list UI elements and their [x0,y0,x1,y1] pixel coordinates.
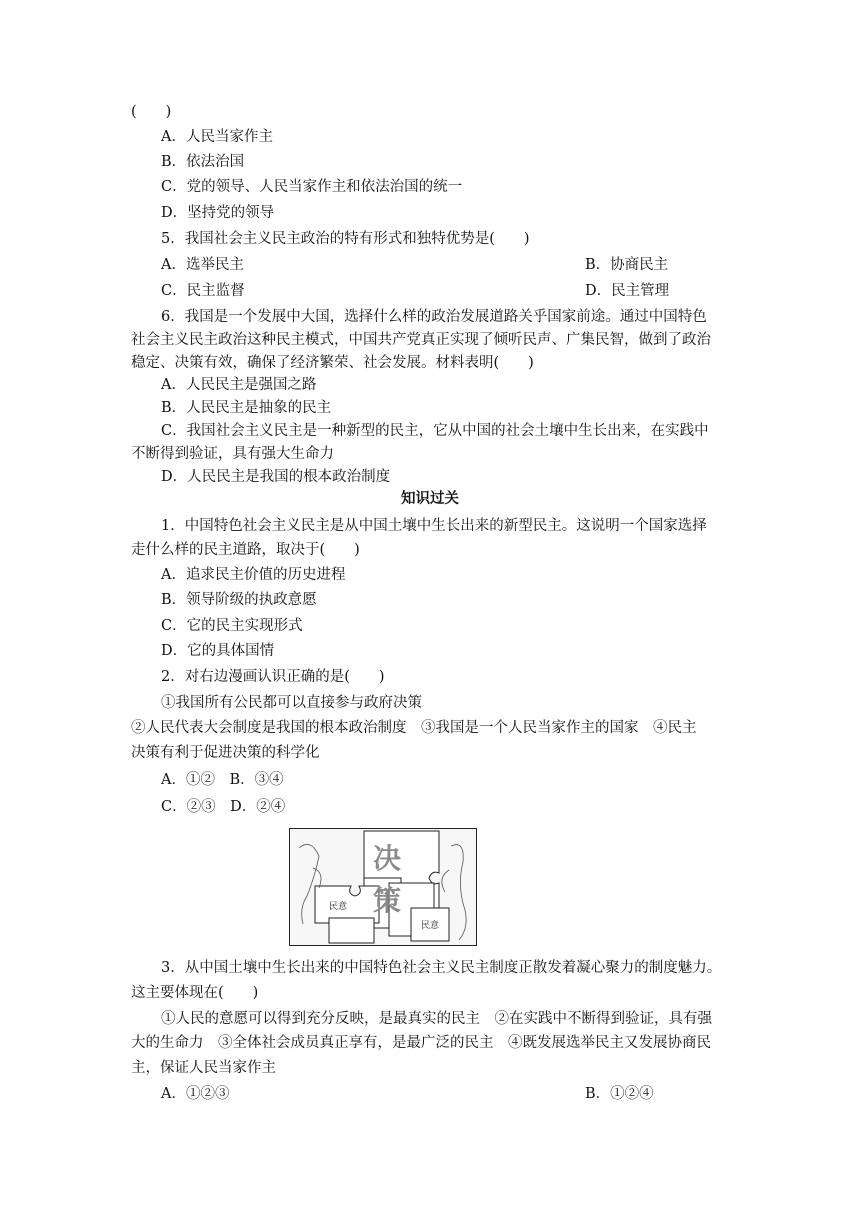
k2-options-ab: A．①② B．③④ [161,772,284,788]
answer-paren: ( ) [131,104,172,120]
section-title: 知识过关 [401,490,459,507]
k1-option-b: B．领导阶级的执政意愿 [161,592,317,608]
cartoon-text-jue: 决 [373,842,402,875]
k2-statement-1: ①我国所有公民都可以直接参与政府决策 [161,695,422,711]
k1-stem-line-2: 走什么样的民主道路，取决于( ) [131,542,360,558]
k1-option-d: D．它的具体国情 [161,643,275,659]
k3-option-a: A．①②③ [161,1086,230,1102]
q5-option-b: B．协商民主 [585,257,669,273]
q5-option-d: D．民主管理 [585,283,670,299]
q6-option-a: A．人民民主是强国之路 [161,377,317,393]
k3-option-b: B．①②④ [585,1086,654,1102]
q6-stem-line-1: 6．我国是一个发展中大国，选择什么样的政治发展道路关乎国家前途。通过中国特色 [161,309,707,325]
q5-option-c: C．民主监督 [161,283,245,299]
k1-stem-line-1: 1．中国特色社会主义民主是从中国土壤中生长出来的新型民主。这说明一个国家选择 [161,518,707,534]
k3-statement-3: 主，保证人民当家作主 [131,1060,276,1076]
q6-option-b: B．人民民主是抽象的民主 [161,400,332,416]
k1-option-a: A．追求民主价值的历史进程 [161,567,346,583]
q4-option-a: A．人民当家作主 [161,129,273,145]
q6-option-c-line-2: 不断得到验证，具有强大生命力 [131,446,334,462]
k1-option-c: C．它的民主实现形式 [161,618,303,634]
cartoon-illustration [289,828,477,946]
k2-statement-3: 决策有利于促进决策的科学化 [131,745,320,761]
q4-option-d: D．坚持党的领导 [161,205,275,221]
q5-option-a: A．选举民主 [161,257,244,273]
q6-stem-line-2: 社会主义民主政治这种民主模式，中国共产党真正实现了倾听民声、广集民智，做到了政治 [131,332,711,348]
cartoon-piece-label-2: 民意 [421,921,440,931]
k3-stem-line-1: 3．从中国土壤中生长出来的中国特色社会主义民主制度正散发着凝心聚力的制度魅力。 [161,960,722,976]
q6-option-c-line-1: C．我国社会主义民主是一种新型的民主，它从中国的社会土壤中生长出来，在实践中 [161,423,709,439]
k2-stem: 2．对右边漫画认识正确的是( ) [161,669,385,685]
k3-statement-2: 大的生命力 ③全体社会成员真正享有，是最广泛的民主 ④既发展选举民主又发展协商民 [131,1035,711,1051]
cartoon-piece-label-1: 民意 [329,902,348,912]
q6-option-d: D．人民民主是我国的根本政治制度 [161,469,391,485]
cartoon-text-ce: 策 [373,884,402,917]
q4-option-c: C．党的领导、人民当家作主和依法治国的统一 [161,179,463,195]
k2-statement-2: ②人民代表大会制度是我国的根本政治制度 ③我国是一个人民当家作主的国家 ④民主 [131,720,697,736]
q4-option-b: B．依法治国 [161,154,245,170]
k2-options-cd: C．②③ D．②④ [161,799,286,815]
k3-statement-1: ①人民的意愿可以得到充分反映，是最真实的民主 ②在实践中不断得到验证，具有强 [161,1011,712,1027]
k3-stem-line-2: 这主要体现在( ) [131,985,259,1001]
q6-stem-line-3: 稳定、决策有效，确保了经济繁荣、社会发展。材料表明( ) [131,355,534,371]
q5-stem: 5．我国社会主义民主政治的特有形式和独特优势是( ) [161,231,530,247]
